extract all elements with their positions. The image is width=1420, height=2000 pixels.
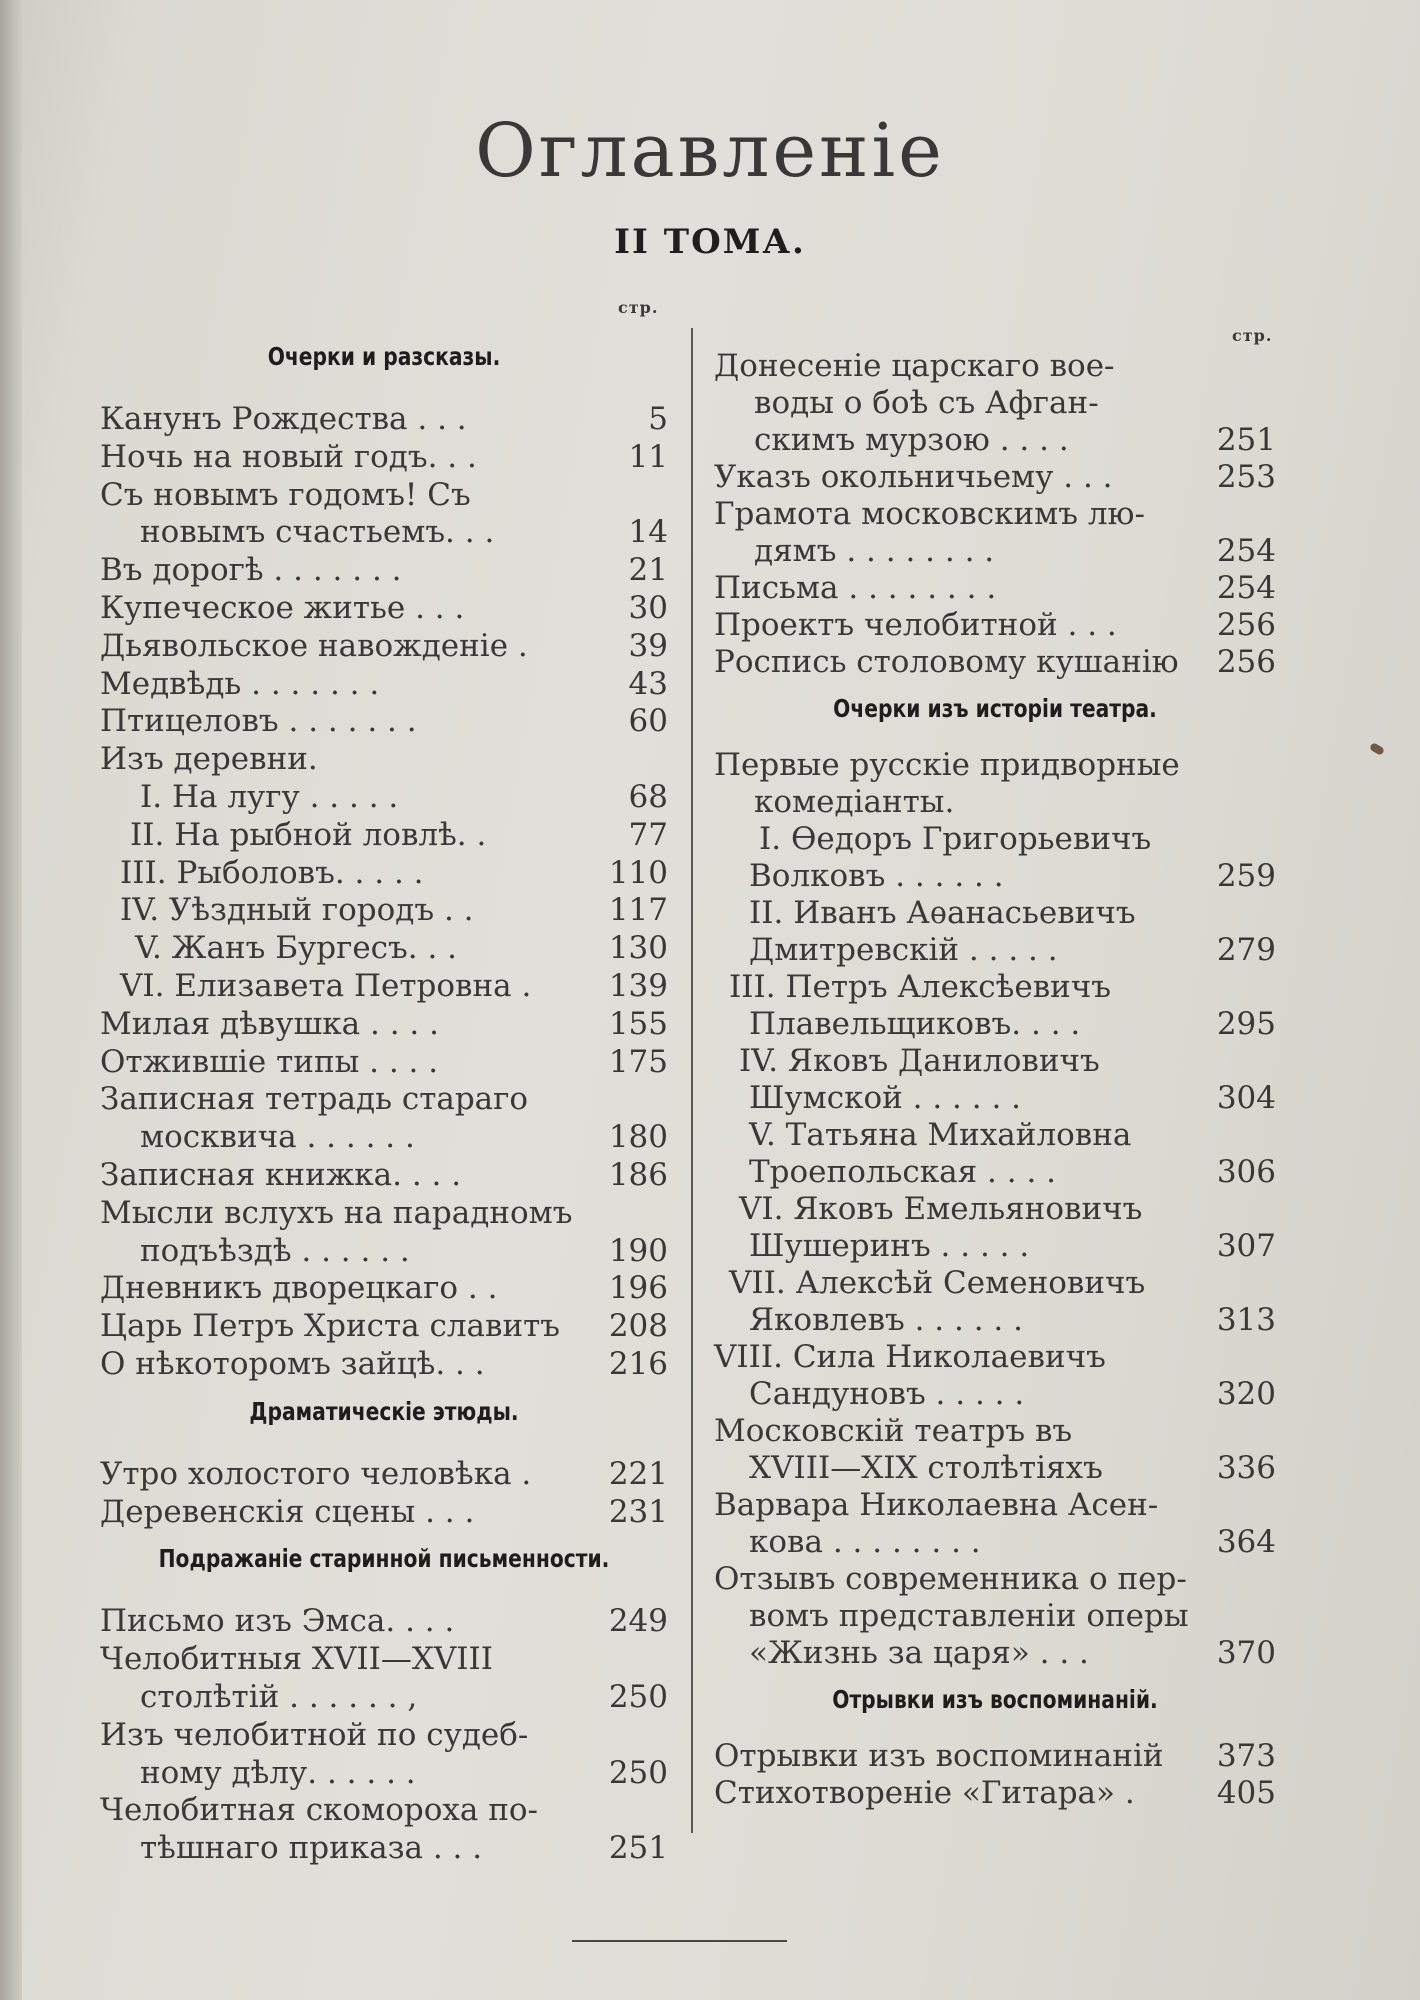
toc-entry-page: 253 bbox=[1216, 459, 1276, 495]
toc-entry-page: 279 bbox=[1216, 932, 1276, 968]
toc-entry-title: Яковлевъ . . . . . . bbox=[749, 1302, 1023, 1338]
toc-entry bbox=[714, 495, 1276, 533]
toc-entry-page: 60 bbox=[628, 703, 668, 740]
toc-entry bbox=[100, 816, 668, 854]
toc-entry bbox=[714, 1449, 1276, 1487]
toc-entry-page: 254 bbox=[1216, 533, 1276, 569]
toc-entry-title: Проектъ челобитной . . . bbox=[714, 607, 1117, 643]
toc-entry bbox=[714, 820, 1276, 858]
toc-entry-title: V. Жанъ Бургесъ. . . bbox=[135, 930, 458, 967]
toc-entry-page: 21 bbox=[628, 552, 668, 589]
toc-entry-page: 254 bbox=[1216, 570, 1276, 606]
toc-entry bbox=[100, 1640, 668, 1678]
toc-entry-title: комедіанты. bbox=[754, 784, 955, 820]
toc-entry bbox=[714, 1005, 1276, 1043]
toc-entry bbox=[714, 421, 1276, 459]
toc-entry-title: Варвара Николаевна Асен- bbox=[714, 1487, 1159, 1523]
toc-entry bbox=[714, 1301, 1276, 1339]
toc-entry-title: II. Иванъ Аѳанасьевичъ bbox=[749, 895, 1136, 931]
toc-entry-title: I. Ѳедоръ Григорьевичъ bbox=[759, 821, 1152, 857]
bottom-rule bbox=[572, 1940, 787, 1942]
toc-entry bbox=[100, 589, 668, 627]
toc-entry bbox=[100, 1455, 668, 1493]
toc-entry bbox=[100, 1194, 668, 1232]
column-divider bbox=[691, 328, 693, 1833]
toc-entry bbox=[714, 1190, 1276, 1228]
toc-entry-title: Отзывъ современника о пер- bbox=[714, 1561, 1187, 1597]
toc-entry bbox=[714, 1116, 1276, 1154]
toc-entry-title: Отрывки изъ воспоминаній bbox=[714, 1738, 1164, 1774]
toc-entry-title: Купеческое житье . . . bbox=[100, 590, 465, 626]
toc-entry-title: Съ новымъ годомъ! Съ bbox=[100, 476, 471, 513]
toc-entry-title: V. Татьяна Михайловна bbox=[749, 1117, 1132, 1153]
toc-entry-page: 320 bbox=[1216, 1376, 1276, 1412]
toc-entry-page: 77 bbox=[628, 816, 668, 853]
toc-entry-page: 14 bbox=[628, 514, 668, 551]
toc-entry-title: кова . . . . . . . . bbox=[749, 1524, 981, 1560]
toc-entry bbox=[100, 967, 668, 1005]
toc-entry-page: 364 bbox=[1216, 1524, 1276, 1560]
toc-entry-title: IV. Яковъ Даниловичъ bbox=[739, 1043, 1100, 1079]
toc-entry bbox=[100, 702, 668, 740]
toc-entry bbox=[100, 1493, 668, 1531]
toc-entry-title: Грамота московскимъ лю- bbox=[714, 496, 1145, 532]
page-spine-shadow bbox=[0, 0, 22, 2000]
toc-entry bbox=[714, 1597, 1276, 1635]
toc-entry-title: Письмо изъ Эмса. . . . bbox=[100, 1603, 455, 1640]
toc-entry bbox=[100, 1307, 668, 1345]
volume-subtitle: II ТОМА. bbox=[614, 222, 806, 262]
toc-entry-page: 259 bbox=[1216, 858, 1276, 894]
toc-entry-title: XVIII—XIX столѣтіяхъ bbox=[749, 1450, 1103, 1486]
toc-entry-title: ному дѣлу. . . . . . bbox=[140, 1754, 416, 1791]
page-number-label-right: стр. bbox=[1232, 326, 1273, 345]
toc-entry-page: 155 bbox=[608, 1005, 668, 1042]
toc-entry-title: вомъ представленіи оперы bbox=[749, 1598, 1189, 1634]
toc-entry-page: 256 bbox=[1216, 607, 1276, 643]
toc-entry-title: Въ дорогѣ . . . . . . . bbox=[100, 552, 402, 589]
toc-entry bbox=[100, 1269, 668, 1307]
toc-entry-title: Челобитныя XVII—XVIII bbox=[100, 1641, 494, 1678]
toc-entry bbox=[100, 1156, 668, 1194]
toc-entry-page: 208 bbox=[608, 1308, 668, 1345]
toc-entry-title: Ночь на новый годъ. . . bbox=[100, 438, 477, 475]
toc-entry bbox=[714, 458, 1276, 496]
toc-entry-title: Мысли вслухъ на парадномъ bbox=[100, 1194, 573, 1231]
toc-entry-title: Отжившіе типы . . . . bbox=[100, 1043, 439, 1080]
toc-entry-title: Птицеловъ . . . . . . . bbox=[100, 703, 417, 740]
toc-entry-title: скимъ мурзою . . . . bbox=[754, 422, 1069, 458]
toc-entry bbox=[100, 1829, 668, 1867]
toc-entry bbox=[714, 1338, 1276, 1376]
toc-entry-page: 405 bbox=[1216, 1775, 1276, 1811]
toc-entry-title: I. На лугу . . . . . bbox=[140, 779, 399, 815]
section-heading: Подражаніе старинной письменности. bbox=[158, 1544, 610, 1574]
toc-entry-title: Деревенскія сцены . . . bbox=[100, 1493, 475, 1530]
toc-entry bbox=[714, 783, 1276, 821]
toc-entry-title: Сандуновъ . . . . . bbox=[749, 1376, 1025, 1412]
toc-entry-title: III. Петръ Алексѣевичъ bbox=[729, 969, 1112, 1005]
toc-entry bbox=[100, 1678, 668, 1716]
toc-entry bbox=[100, 1232, 668, 1270]
toc-entry bbox=[100, 891, 668, 929]
toc-entry bbox=[714, 1227, 1276, 1265]
toc-entry-title: Медвѣдь . . . . . . . bbox=[100, 665, 380, 702]
toc-entry-title: столѣтій . . . . . . , bbox=[140, 1679, 418, 1715]
toc-entry-title: дямъ . . . . . . . . bbox=[754, 533, 995, 569]
toc-entry-page: 370 bbox=[1216, 1635, 1276, 1671]
toc-entry bbox=[714, 347, 1276, 385]
toc-entry-page: 307 bbox=[1216, 1228, 1276, 1264]
toc-entry bbox=[100, 929, 668, 967]
toc-entry-title: Московскій театръ въ bbox=[714, 1413, 1073, 1449]
toc-entry-page: 139 bbox=[608, 968, 668, 1004]
toc-entry bbox=[100, 513, 668, 551]
toc-entry-title: Первые русскіе придворные bbox=[714, 747, 1180, 783]
toc-entry bbox=[714, 894, 1276, 932]
toc-entry bbox=[714, 1079, 1276, 1117]
toc-entry bbox=[714, 606, 1276, 644]
toc-entry bbox=[100, 551, 668, 589]
toc-entry-title: О нѣкоторомъ зайцѣ. . . bbox=[100, 1346, 485, 1382]
toc-entry-title: Троепольская . . . . bbox=[749, 1154, 1057, 1190]
toc-entry bbox=[714, 1774, 1276, 1812]
toc-entry bbox=[714, 1634, 1276, 1672]
toc-entry-page: 304 bbox=[1216, 1080, 1276, 1116]
toc-entry bbox=[714, 857, 1276, 895]
toc-entry bbox=[714, 746, 1276, 784]
toc-entry-page: 117 bbox=[608, 892, 668, 929]
toc-entry-page: 256 bbox=[1216, 644, 1276, 680]
toc-entry bbox=[714, 1560, 1276, 1598]
toc-entry-page: 251 bbox=[608, 1830, 668, 1867]
toc-entry bbox=[714, 968, 1276, 1006]
toc-entry bbox=[100, 778, 668, 816]
toc-entry bbox=[100, 1602, 668, 1640]
toc-entry-title: Челобитная скомороха по- bbox=[100, 1792, 538, 1829]
toc-entry bbox=[100, 400, 668, 438]
toc-entry-title: VI. Яковъ Емельяновичъ bbox=[739, 1191, 1143, 1227]
toc-entry-title: тѣшнаго приказа . . . bbox=[140, 1830, 483, 1867]
toc-entry-title: Роспись столовому кушанію bbox=[714, 644, 1179, 680]
toc-entry-title: VII. Алексѣй Семеновичъ bbox=[729, 1265, 1146, 1301]
toc-entry-title: «Жизнь за царя» . . . bbox=[749, 1635, 1089, 1671]
toc-entry bbox=[714, 384, 1276, 422]
toc-entry-page: 231 bbox=[608, 1493, 668, 1530]
toc-entry-title: Милая дѣвушка . . . . bbox=[100, 1005, 439, 1042]
toc-entry bbox=[100, 1716, 668, 1754]
toc-entry-title: Донесеніе царскаго вое- bbox=[714, 348, 1115, 384]
toc-entry-title: VIII. Сила Николаевичъ bbox=[714, 1339, 1106, 1375]
toc-entry-title: Утро холостого человѣка . bbox=[100, 1455, 532, 1492]
toc-entry-title: Шумской . . . . . . bbox=[749, 1080, 1022, 1116]
toc-entry-page: 251 bbox=[1216, 422, 1276, 458]
toc-entry-page: 295 bbox=[1216, 1006, 1276, 1042]
toc-entry-page: 110 bbox=[608, 854, 668, 891]
toc-entry-page: 175 bbox=[608, 1043, 668, 1080]
toc-entry-title: Письма . . . . . . . . bbox=[714, 570, 997, 606]
toc-entry bbox=[100, 1118, 668, 1156]
toc-entry bbox=[714, 1412, 1276, 1450]
toc-entry-page: 313 bbox=[1216, 1302, 1276, 1338]
toc-entry-title: Канунъ Рождества . . . bbox=[100, 401, 467, 437]
toc-entry-page: 336 bbox=[1216, 1450, 1276, 1486]
toc-entry-page: 373 bbox=[1216, 1738, 1276, 1774]
toc-entry-title: подъѣздѣ . . . . . . bbox=[140, 1232, 410, 1269]
toc-entry-title: Плавельщиковъ. . . . bbox=[749, 1006, 1081, 1042]
toc-entry-title: Указъ окольничьему . . . bbox=[714, 459, 1113, 495]
toc-entry bbox=[100, 854, 668, 892]
toc-entry-page: 30 bbox=[628, 590, 668, 626]
toc-entry bbox=[100, 1345, 668, 1383]
toc-entry-title: Изъ деревни. bbox=[100, 741, 318, 778]
toc-entry-title: новымъ счастьемъ. . . bbox=[140, 514, 495, 551]
toc-entry-title: Царь Петръ Христа славитъ bbox=[100, 1308, 560, 1345]
toc-entry-title: VI. Елизавета Петровна . bbox=[120, 968, 532, 1004]
toc-entry bbox=[714, 532, 1276, 570]
toc-entry-title: II. На рыбной ловлѣ. . bbox=[130, 816, 487, 853]
toc-entry bbox=[714, 1523, 1276, 1561]
toc-entry bbox=[714, 1042, 1276, 1080]
toc-entry-page: 130 bbox=[608, 930, 668, 967]
toc-entry-title: III. Рыболовъ. . . . . bbox=[120, 854, 424, 891]
toc-entry-title: Дмитревскій . . . . . bbox=[749, 932, 1058, 968]
toc-entry bbox=[714, 1486, 1276, 1524]
toc-entry-title: Изъ челобитной по судеб- bbox=[100, 1716, 529, 1753]
toc-entry-title: воды о боѣ съ Афган- bbox=[754, 385, 1099, 421]
toc-entry bbox=[100, 476, 668, 514]
toc-entry bbox=[714, 643, 1276, 681]
toc-entry-page: 250 bbox=[608, 1679, 668, 1715]
toc-entry bbox=[100, 438, 668, 476]
toc-entry bbox=[714, 1375, 1276, 1413]
toc-entry bbox=[100, 1080, 668, 1118]
toc-entry-page: 306 bbox=[1216, 1154, 1276, 1190]
toc-entry bbox=[714, 931, 1276, 969]
toc-entry-title: Дьявольское навожденіе . bbox=[100, 627, 528, 664]
toc-entry-page: 43 bbox=[628, 665, 668, 702]
toc-entry-title: Записная книжка. . . . bbox=[100, 1157, 462, 1193]
toc-entry-title: Шушеринъ . . . . . bbox=[749, 1228, 1030, 1264]
section-heading: Очерки и разсказы. bbox=[267, 342, 501, 371]
toc-entry bbox=[100, 627, 668, 665]
toc-entry-title: москвича . . . . . . bbox=[140, 1119, 415, 1156]
toc-entry-title: IV. Уѣздный городъ . . bbox=[120, 892, 474, 929]
toc-entry-page: 180 bbox=[608, 1119, 668, 1156]
toc-entry-page: 5 bbox=[648, 401, 668, 437]
toc-entry-page: 196 bbox=[608, 1270, 668, 1307]
toc-entry bbox=[100, 1791, 668, 1829]
toc-entry bbox=[100, 1754, 668, 1792]
toc-entry bbox=[100, 740, 668, 778]
toc-entry-page: 250 bbox=[608, 1754, 668, 1791]
toc-entry bbox=[714, 569, 1276, 607]
page-number-label-left: стр. bbox=[618, 298, 659, 317]
section-heading: Очерки изъ исторіи театра. bbox=[833, 694, 1157, 723]
toc-entry bbox=[100, 665, 668, 703]
toc-entry-page: 186 bbox=[608, 1157, 668, 1193]
toc-entry bbox=[100, 1043, 668, 1081]
section-heading: Отрывки изъ воспоминаній. bbox=[832, 1685, 1158, 1714]
page-title: Оглавленіе bbox=[475, 108, 945, 194]
toc-entry-page: 190 bbox=[608, 1232, 668, 1269]
toc-entry-page: 249 bbox=[608, 1603, 668, 1640]
toc-entry bbox=[714, 1737, 1276, 1775]
toc-entry bbox=[714, 1153, 1276, 1191]
toc-entry-page: 11 bbox=[628, 438, 668, 475]
toc-entry-page: 68 bbox=[628, 779, 668, 815]
toc-entry-title: Волковъ . . . . . . bbox=[749, 858, 1004, 894]
toc-entry-title: Дневникъ дворецкаго . . bbox=[100, 1270, 498, 1307]
toc-entry-title: Записная тетрадь стараго bbox=[100, 1081, 529, 1118]
toc-entry-page: 39 bbox=[628, 627, 668, 664]
toc-entry-title: Стихотвореніе «Гитара» . bbox=[714, 1775, 1135, 1811]
toc-entry-page: 216 bbox=[608, 1346, 668, 1382]
toc-entry-page: 221 bbox=[608, 1455, 668, 1492]
section-heading: Драматическіе этюды. bbox=[249, 1396, 519, 1426]
toc-entry bbox=[714, 1264, 1276, 1302]
toc-entry bbox=[100, 1005, 668, 1043]
paper-spot bbox=[1369, 742, 1385, 756]
